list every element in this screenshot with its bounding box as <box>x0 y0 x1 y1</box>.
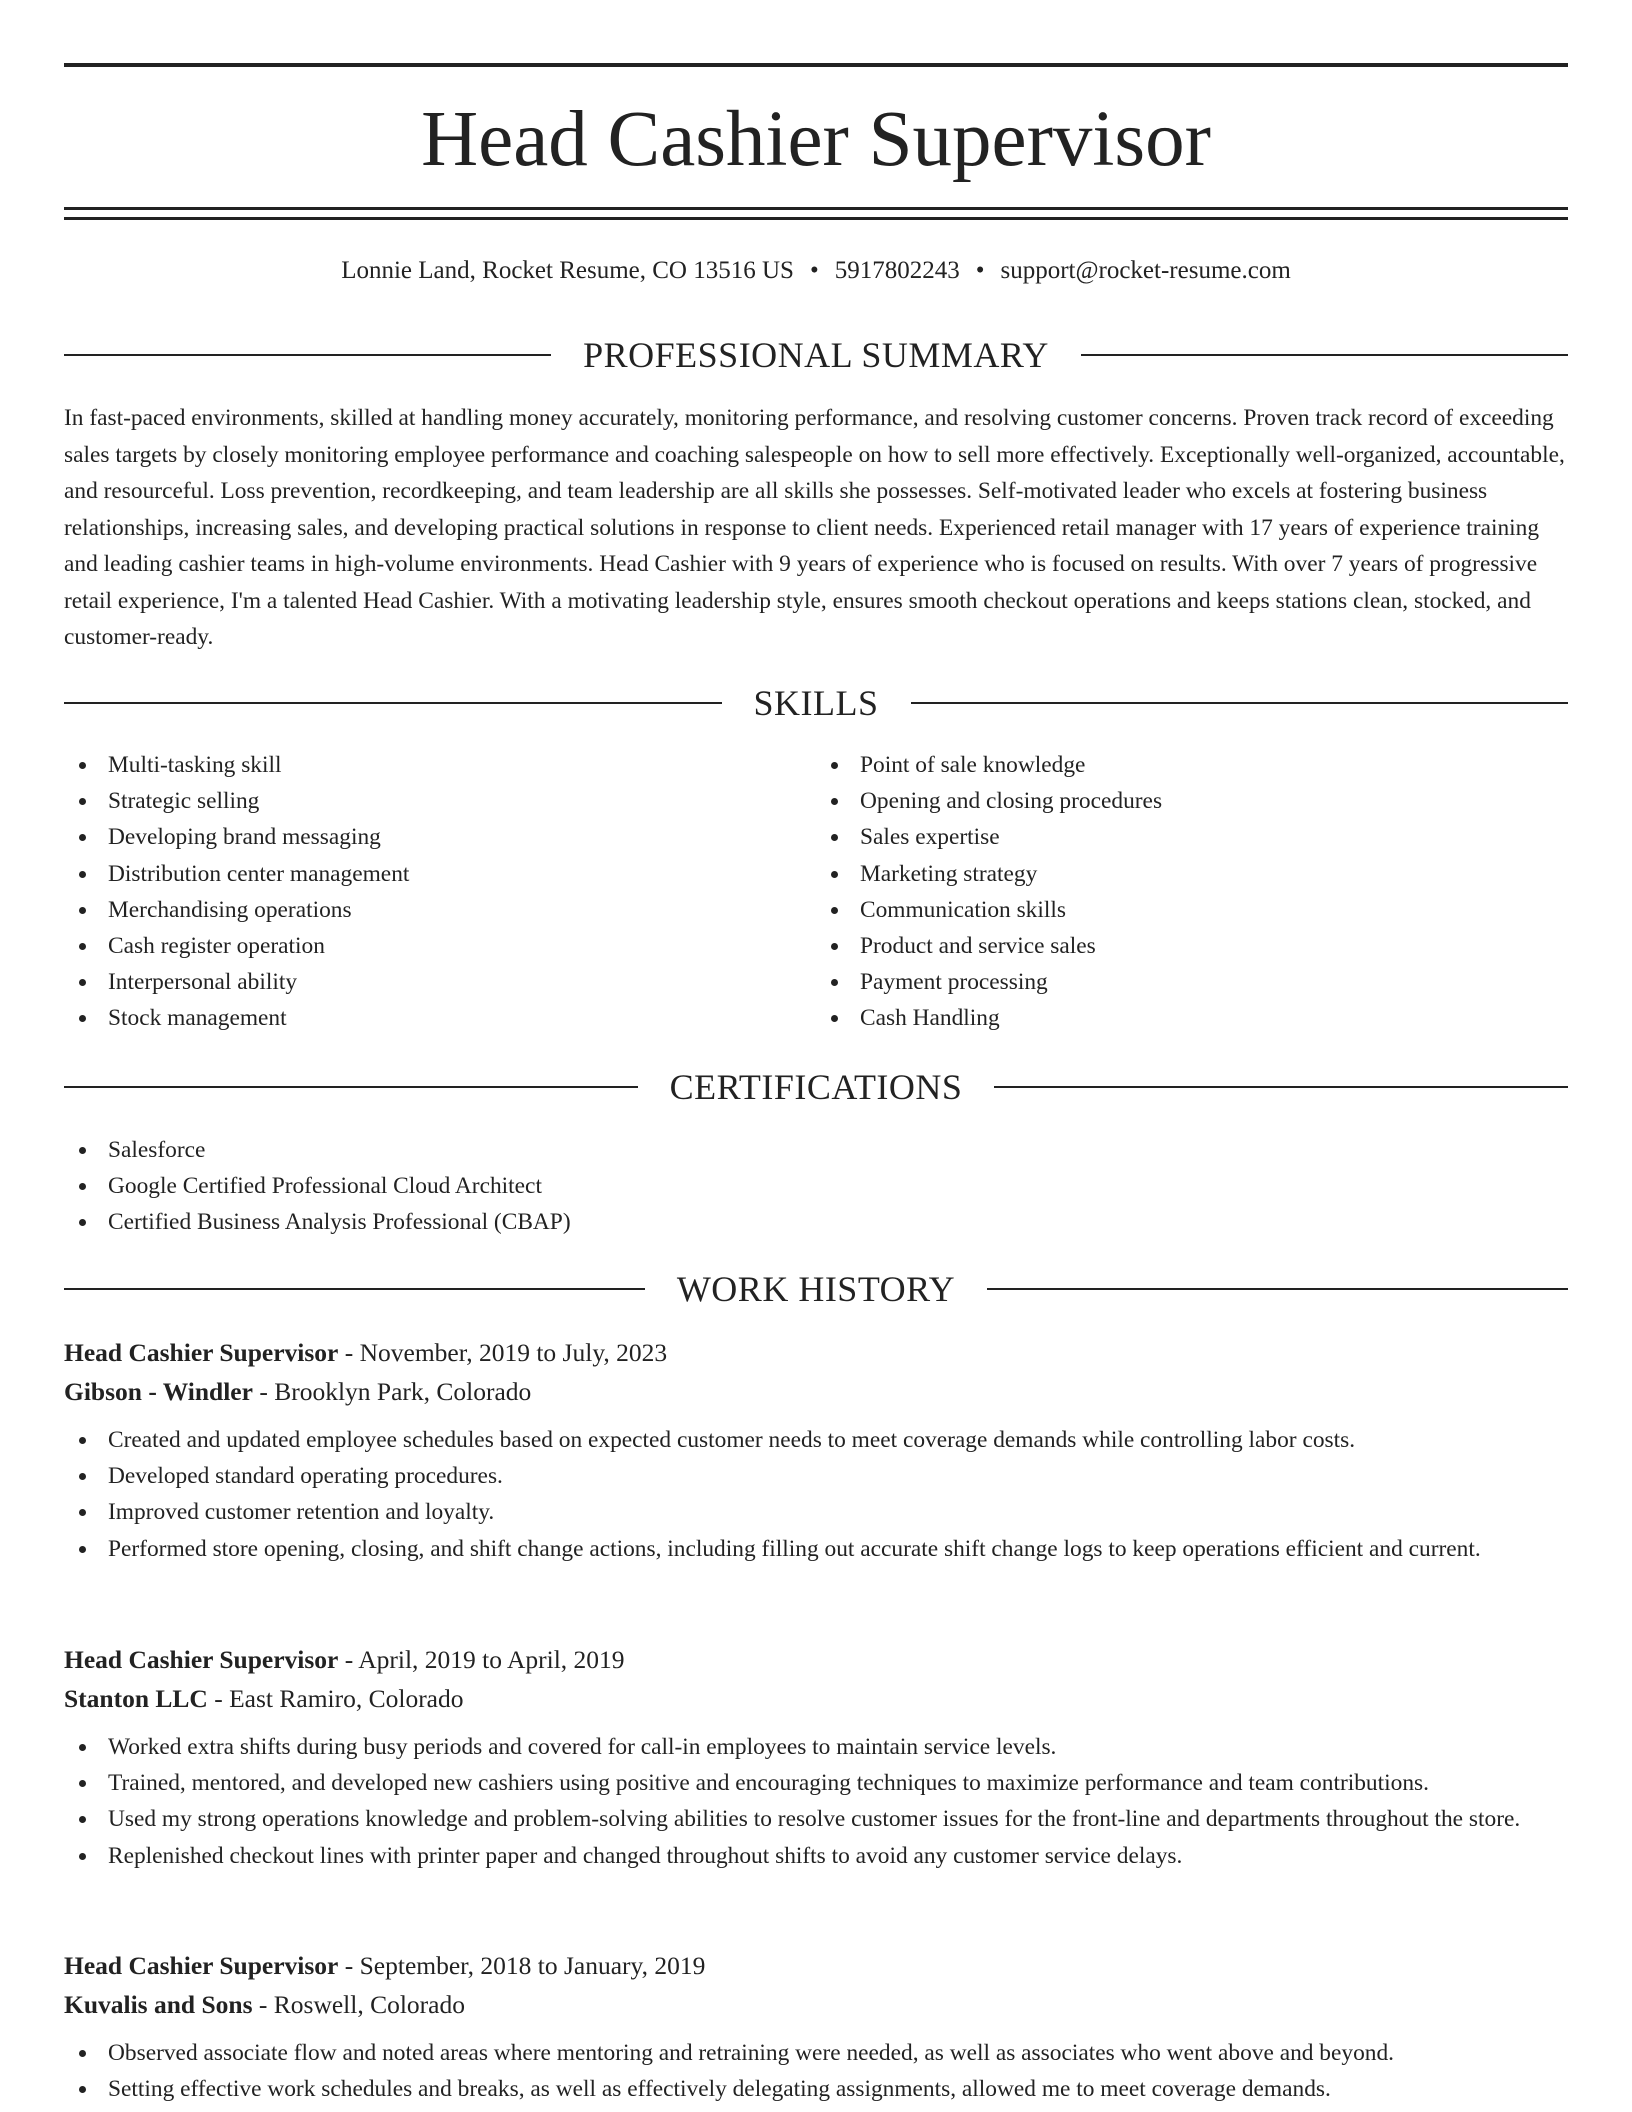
contact-phone: 5917802243 <box>834 257 960 284</box>
job-title-line <box>64 1333 1568 1372</box>
job-entry <box>64 1640 1568 1874</box>
skill-item: Distribution center management <box>64 856 816 892</box>
job-company-line <box>64 1372 1568 1411</box>
section-rule <box>64 1288 645 1290</box>
skill-item: Stock management <box>64 1000 816 1036</box>
section-rule <box>987 1288 1568 1290</box>
skill-item: Payment processing <box>816 964 1568 1000</box>
skill-item: Point of sale knowledge <box>816 747 1568 783</box>
skill-item: Interpersonal ability <box>64 964 816 1000</box>
job-title-line <box>64 1946 1568 1985</box>
section-title: SKILLS <box>753 683 879 723</box>
skills-column-right <box>816 747 1568 1037</box>
section-heading-skills <box>64 681 1568 725</box>
job-dates: - April, 2019 to April, 2019 <box>338 1645 625 1674</box>
section-rule <box>911 702 1569 704</box>
skill-item: Developing brand messaging <box>64 819 816 855</box>
job-company-line <box>64 1985 1568 2024</box>
section-rule <box>1081 354 1568 356</box>
job-duty-item: Observed associate flow and noted areas where mentoring and retraining were needed, as well as associates who went above and beyond. <box>64 2035 1568 2071</box>
job-location: - Brooklyn Park, Colorado <box>252 1377 532 1406</box>
skill-item: Strategic selling <box>64 783 816 819</box>
job-duties <box>64 1422 1568 1567</box>
section-heading-summary <box>64 333 1568 377</box>
job-company: Gibson - Windler <box>64 1377 253 1406</box>
contact-line <box>64 253 1568 289</box>
summary-paragraph: In fast-paced environments, skilled at handling money accurately, monitoring performance, and resolving customer concerns. Proven track record of exceeding sales targets by closely monitoring employee performance and coaching salespeople on how to sell more effectively. Exceptionally well-organized, accountable, and resourceful. Loss prevention, recordkeeping, and team leadership are all skills she possesses. Self-motivated leader who excels at fostering business relationships, increasing sales, and developing practical solutions in response to client needs. Experienced retail manager with 17 years of experience training and leading cashier teams in high-volume environments. Head Cashier with 9 years of experience who is focused on results. With over 7 years of progressive retail experience, I'm a talented Head Cashier. With a motivating leadership style, ensures smooth checkout operations and keeps stations clean, stocked, and customer-ready. <box>64 405 1565 650</box>
skill-item: Sales expertise <box>816 819 1568 855</box>
job-duty-item: Developed standard operating procedures. <box>64 1458 1568 1494</box>
contact-address: Lonnie Land, Rocket Resume, CO 13516 US <box>341 257 794 284</box>
section-rule <box>994 1086 1568 1088</box>
job-duty-item: Setting effective work schedules and breaks, as well as effectively delegating assignments, allowed me to meet coverage demands. <box>64 2071 1568 2107</box>
job-duties <box>64 2035 1568 2107</box>
page-title: Head Cashier Supervisor <box>421 96 1211 183</box>
job-company-line <box>64 1679 1568 1718</box>
job-duty-item: Worked extra shifts during busy periods and covered for call-in employees to maintain service levels. <box>64 1729 1568 1765</box>
contact-separator: • <box>809 257 819 284</box>
certifications-list <box>64 1132 1568 1241</box>
certification-item: Salesforce <box>64 1132 1568 1168</box>
job-title: Head Cashier Supervisor <box>64 1338 339 1367</box>
job-duty-item: Improved customer retention and loyalty. <box>64 1494 1568 1530</box>
job-dates: - September, 2018 to January, 2019 <box>338 1951 706 1980</box>
job-company: Stanton LLC <box>64 1684 208 1713</box>
skills-list <box>64 747 1568 1037</box>
job-company: Kuvalis and Sons <box>64 1990 253 2019</box>
job-entry <box>64 1946 1568 2107</box>
job-duty-item: Created and updated employee schedules based on expected customer needs to meet coverage demands while controlling labor costs. <box>64 1422 1568 1458</box>
section-title: PROFESSIONAL SUMMARY <box>583 335 1049 375</box>
job-entry <box>64 1333 1568 1567</box>
certification-item: Certified Business Analysis Professional (CBAP) <box>64 1204 1568 1240</box>
job-location: - East Ramiro, Colorado <box>207 1684 464 1713</box>
certification-item: Google Certified Professional Cloud Architect <box>64 1168 1568 1204</box>
skills-column-left <box>64 747 816 1037</box>
job-duty-item: Replenished checkout lines with printer paper and changed throughout shifts to avoid any customer service delays. <box>64 1838 1568 1874</box>
skill-item: Merchandising operations <box>64 892 816 928</box>
job-location: - Roswell, Colorado <box>252 1990 465 2019</box>
skill-item: Multi-tasking skill <box>64 747 816 783</box>
job-dates: - November, 2019 to July, 2023 <box>338 1338 668 1367</box>
job-title-line <box>64 1640 1568 1679</box>
skill-item: Communication skills <box>816 892 1568 928</box>
job-duty-item: Performed store opening, closing, and shift change actions, including filling out accurate shift change logs to keep operations efficient and current. <box>64 1531 1568 1567</box>
job-title: Head Cashier Supervisor <box>64 1951 339 1980</box>
section-rule <box>64 702 722 704</box>
skill-item: Product and service sales <box>816 928 1568 964</box>
skill-item: Cash Handling <box>816 1000 1568 1036</box>
skill-item: Cash register operation <box>64 928 816 964</box>
top-rule <box>64 63 1568 67</box>
section-title: CERTIFICATIONS <box>669 1067 963 1107</box>
job-duties <box>64 1729 1568 1874</box>
section-rule <box>64 1086 638 1088</box>
job-duty-item: Used my strong operations knowledge and problem-solving abilities to resolve customer issues for the front-line and departments throughout the store. <box>64 1801 1568 1837</box>
section-title: WORK HISTORY <box>676 1269 956 1309</box>
section-heading-work-history <box>64 1267 1568 1311</box>
job-title: Head Cashier Supervisor <box>64 1645 339 1674</box>
section-rule <box>64 354 551 356</box>
contact-separator: • <box>975 257 985 284</box>
title-double-rule <box>64 207 1568 220</box>
job-duty-item: Trained, mentored, and developed new cashiers using positive and encouraging techniques to maximize performance and team contributions. <box>64 1765 1568 1801</box>
skill-item: Marketing strategy <box>816 856 1568 892</box>
contact-email[interactable]: support@rocket-resume.com <box>1000 257 1291 284</box>
section-heading-certifications <box>64 1065 1568 1109</box>
skill-item: Opening and closing procedures <box>816 783 1568 819</box>
